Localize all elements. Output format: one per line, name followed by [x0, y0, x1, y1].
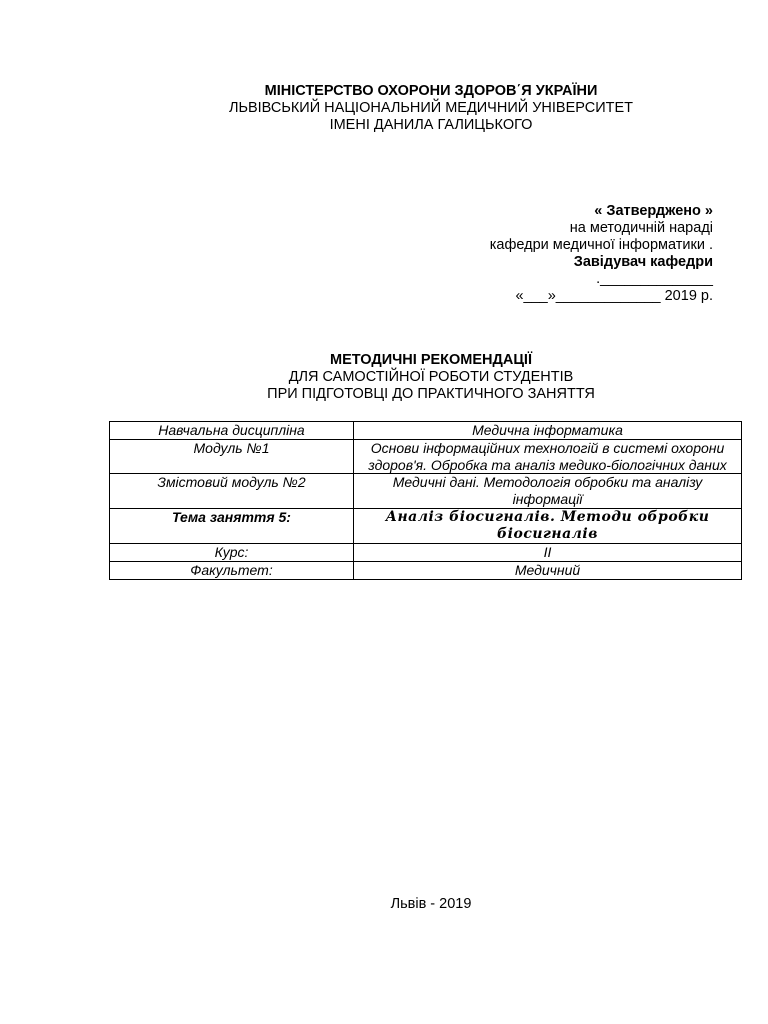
row-label: Модуль №1	[110, 439, 354, 474]
row-value: Основи інформаційних технологій в системі охорони здоров'я. Обробка та аналіз медико-біологічних даних	[354, 439, 742, 474]
document-title	[0, 352, 768, 403]
table-row	[110, 422, 742, 440]
row-label: Змістовий модуль №2	[110, 474, 354, 509]
row-value: Медична інформатика	[354, 422, 742, 440]
table-row	[110, 474, 742, 509]
head-of-department: Завідувач кафедри	[573, 254, 713, 270]
row-label: Курс:	[110, 543, 354, 561]
course-info-table	[109, 421, 742, 580]
meeting-text: на методичній нараді	[569, 220, 713, 236]
university-name: ЛЬВІВСЬКИЙ НАЦІОНАЛЬНИЙ МЕДИЧНИЙ УНІВЕРСИТЕТ	[228, 100, 634, 116]
table-row	[110, 543, 742, 561]
row-value: Медичні дані. Методологія обробки та аналізу інформації	[354, 474, 742, 509]
approval-block	[490, 203, 713, 305]
approval-date-line: «___»_____________ 2019 р.	[515, 288, 713, 304]
title-line-1: МЕТОДИЧНІ РЕКОМЕНДАЦІЇ	[330, 352, 532, 368]
signature-line: .______________	[596, 271, 713, 287]
ministry-name: МІНІСТЕРСТВО ОХОРОНИ ЗДОРОВ΄Я УКРАЇНИ	[264, 83, 598, 99]
row-label: Навчальна дисципліна	[110, 422, 354, 440]
title-line-2: ДЛЯ САМОСТІЙНОЇ РОБОТИ СТУДЕНТІВ	[288, 369, 574, 385]
table-row	[110, 561, 742, 579]
row-value: Аналіз біосигналів. Методи обробки біосигналів	[354, 508, 742, 543]
table-row	[110, 508, 742, 543]
title-line-3: ПРИ ПІДГОТОВЦІ ДО ПРАКТИЧНОГО ЗАНЯТТЯ	[267, 386, 595, 402]
row-label: Факультет:	[110, 561, 354, 579]
university-named-after: ІМЕНІ ДАНИЛА ГАЛИЦЬКОГО	[329, 117, 533, 133]
table-row	[110, 439, 742, 474]
row-value: Медичний	[354, 561, 742, 579]
city-year: Львів - 2019	[390, 896, 472, 912]
approved-label: « Затверджено »	[594, 203, 713, 219]
department-text: кафедри медичної інформатики .	[489, 237, 713, 253]
row-label: Тема заняття 5:	[110, 508, 354, 543]
document-header	[0, 83, 768, 134]
row-value: ІІ	[354, 543, 742, 561]
